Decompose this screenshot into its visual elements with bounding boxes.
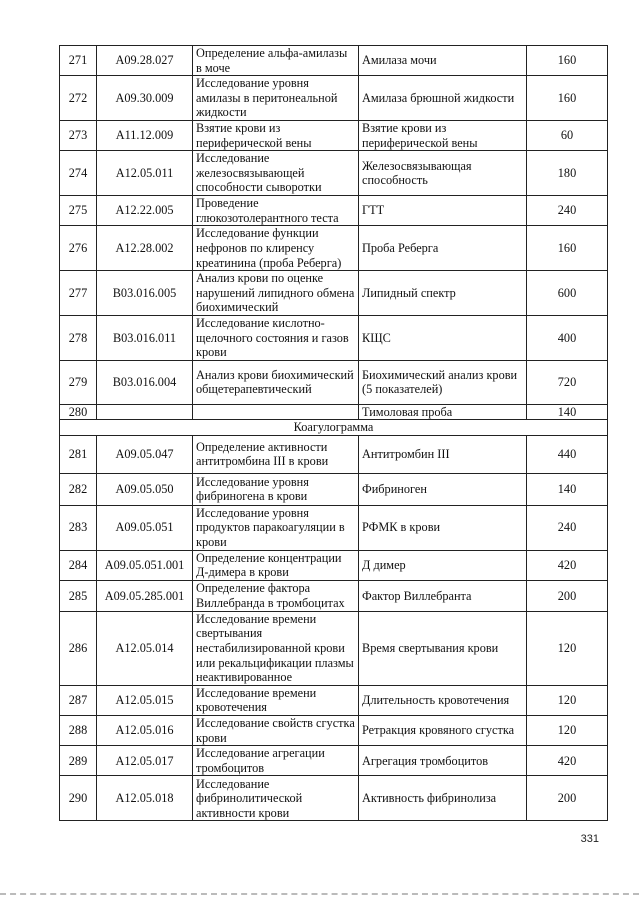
service-name: Определение активности антитромбина III в крови <box>193 435 359 473</box>
short-name: Д димер <box>359 550 527 580</box>
service-code: B03.016.004 <box>97 360 193 404</box>
page-number: 331 <box>580 833 599 845</box>
short-name: КЩС <box>359 315 527 360</box>
row-number: 288 <box>60 716 97 746</box>
service-code: A12.05.014 <box>97 611 193 685</box>
short-name: Железосвязывающая способность <box>359 151 527 196</box>
row-number: 289 <box>60 746 97 776</box>
table-row <box>60 473 608 505</box>
service-name: Взятие крови из периферической вены <box>193 120 359 150</box>
row-number: 285 <box>60 580 97 611</box>
row-number: 275 <box>60 196 97 226</box>
service-code: A12.22.005 <box>97 196 193 226</box>
row-number: 287 <box>60 685 97 715</box>
short-name: Липидный спектр <box>359 271 527 316</box>
row-number: 274 <box>60 151 97 196</box>
table-row <box>60 360 608 404</box>
row-number: 271 <box>60 46 97 76</box>
row-number: 279 <box>60 360 97 404</box>
row-number: 280 <box>60 404 97 420</box>
service-name: Исследование свойств сгустка крови <box>193 716 359 746</box>
service-name: Определение фактора Виллебранда в тромбоцитах <box>193 580 359 611</box>
short-name: Взятие крови из периферической вены <box>359 120 527 150</box>
table-row <box>60 315 608 360</box>
price-value: 200 <box>527 580 608 611</box>
row-number: 282 <box>60 473 97 505</box>
service-name: Исследование фибринолитической активности крови <box>193 776 359 821</box>
price-list-table <box>59 45 608 821</box>
service-name: Исследование функции нефронов по клиренсу креатинина (проба Реберга) <box>193 226 359 271</box>
short-name: Биохимический анализ крови (5 показателей) <box>359 360 527 404</box>
row-number: 272 <box>60 76 97 121</box>
price-value: 420 <box>527 550 608 580</box>
short-name: РФМК в крови <box>359 505 527 550</box>
service-code: A09.28.027 <box>97 46 193 76</box>
service-code: A12.05.011 <box>97 151 193 196</box>
table-row <box>60 404 608 420</box>
row-number: 283 <box>60 505 97 550</box>
service-code: A09.05.051 <box>97 505 193 550</box>
table-row <box>60 550 608 580</box>
row-number: 290 <box>60 776 97 821</box>
row-number: 277 <box>60 271 97 316</box>
table-row <box>60 76 608 121</box>
service-name: Определение концентрации Д-димера в крови <box>193 550 359 580</box>
service-code: A09.05.050 <box>97 473 193 505</box>
section-header <box>60 420 608 436</box>
short-name: Агрегация тромбоцитов <box>359 746 527 776</box>
service-name: Исследование времени свертывания нестабилизированной крови или рекальцификации плазмы неактивированное <box>193 611 359 685</box>
service-code: A09.30.009 <box>97 76 193 121</box>
price-value: 120 <box>527 685 608 715</box>
short-name: Фактор Виллебранта <box>359 580 527 611</box>
scan-edge-divider <box>0 893 639 895</box>
table-row <box>60 580 608 611</box>
short-name: Активность фибринолиза <box>359 776 527 821</box>
service-name: Исследование железосвязывающей способности сыворотки <box>193 151 359 196</box>
service-name: Анализ крови по оценке нарушений липидного обмена биохимический <box>193 271 359 316</box>
service-name: Определение альфа-амилазы в моче <box>193 46 359 76</box>
service-name: Исследование уровня продуктов паракоагуляции в крови <box>193 505 359 550</box>
price-value: 400 <box>527 315 608 360</box>
short-name: Амилаза брюшной жидкости <box>359 76 527 121</box>
service-name: Анализ крови биохимический общетерапевтический <box>193 360 359 404</box>
service-name: Исследование времени кровотечения <box>193 685 359 715</box>
price-value: 160 <box>527 76 608 121</box>
service-code: A12.28.002 <box>97 226 193 271</box>
service-name: Исследование уровня амилазы в перитонеальной жидкости <box>193 76 359 121</box>
short-name: Ретракция кровяного сгустка <box>359 716 527 746</box>
row-number: 281 <box>60 435 97 473</box>
price-value: 140 <box>527 404 608 420</box>
service-code: B03.016.011 <box>97 315 193 360</box>
service-code: A12.05.018 <box>97 776 193 821</box>
price-value: 60 <box>527 120 608 150</box>
price-value: 160 <box>527 226 608 271</box>
table-row <box>60 151 608 196</box>
table-row <box>60 46 608 76</box>
short-name: Проба Реберга <box>359 226 527 271</box>
price-value: 240 <box>527 196 608 226</box>
price-value: 140 <box>527 473 608 505</box>
service-name: Проведение глюкозотолерантного теста <box>193 196 359 226</box>
service-name: Исследование уровня фибриногена в крови <box>193 473 359 505</box>
table-row <box>60 746 608 776</box>
row-number: 273 <box>60 120 97 150</box>
short-name: Антитромбин III <box>359 435 527 473</box>
table-body-upper <box>60 46 608 420</box>
service-code: A09.05.285.001 <box>97 580 193 611</box>
table-row <box>60 271 608 316</box>
table-row <box>60 196 608 226</box>
price-value: 120 <box>527 716 608 746</box>
short-name: ГТТ <box>359 196 527 226</box>
short-name: Фибриноген <box>359 473 527 505</box>
service-code: A12.05.017 <box>97 746 193 776</box>
service-code: A12.05.016 <box>97 716 193 746</box>
table-row <box>60 505 608 550</box>
section-title-coagulogram: Коагулограмма <box>60 420 608 436</box>
row-number: 286 <box>60 611 97 685</box>
table-body-lower <box>60 435 608 821</box>
row-number: 284 <box>60 550 97 580</box>
service-name: Исследование агрегации тромбоцитов <box>193 746 359 776</box>
service-code: A09.05.047 <box>97 435 193 473</box>
row-number: 278 <box>60 315 97 360</box>
price-value: 600 <box>527 271 608 316</box>
price-value: 200 <box>527 776 608 821</box>
service-code <box>97 404 193 420</box>
service-code: A09.05.051.001 <box>97 550 193 580</box>
service-name: Исследование кислотно-щелочного состояния и газов крови <box>193 315 359 360</box>
price-value: 440 <box>527 435 608 473</box>
price-value: 720 <box>527 360 608 404</box>
price-value: 160 <box>527 46 608 76</box>
short-name: Время свертывания крови <box>359 611 527 685</box>
row-number: 276 <box>60 226 97 271</box>
table-row <box>60 435 608 473</box>
table-row <box>60 120 608 150</box>
price-value: 180 <box>527 151 608 196</box>
table-row <box>60 611 608 685</box>
table-row <box>60 776 608 821</box>
price-value: 240 <box>527 505 608 550</box>
price-value: 420 <box>527 746 608 776</box>
short-name: Тимоловая проба <box>359 404 527 420</box>
short-name: Длительность кровотечения <box>359 685 527 715</box>
table-row <box>60 226 608 271</box>
service-code: B03.016.005 <box>97 271 193 316</box>
service-code: A11.12.009 <box>97 120 193 150</box>
table-row <box>60 716 608 746</box>
price-value: 120 <box>527 611 608 685</box>
table-row <box>60 685 608 715</box>
service-code: A12.05.015 <box>97 685 193 715</box>
short-name: Амилаза мочи <box>359 46 527 76</box>
service-name <box>193 404 359 420</box>
